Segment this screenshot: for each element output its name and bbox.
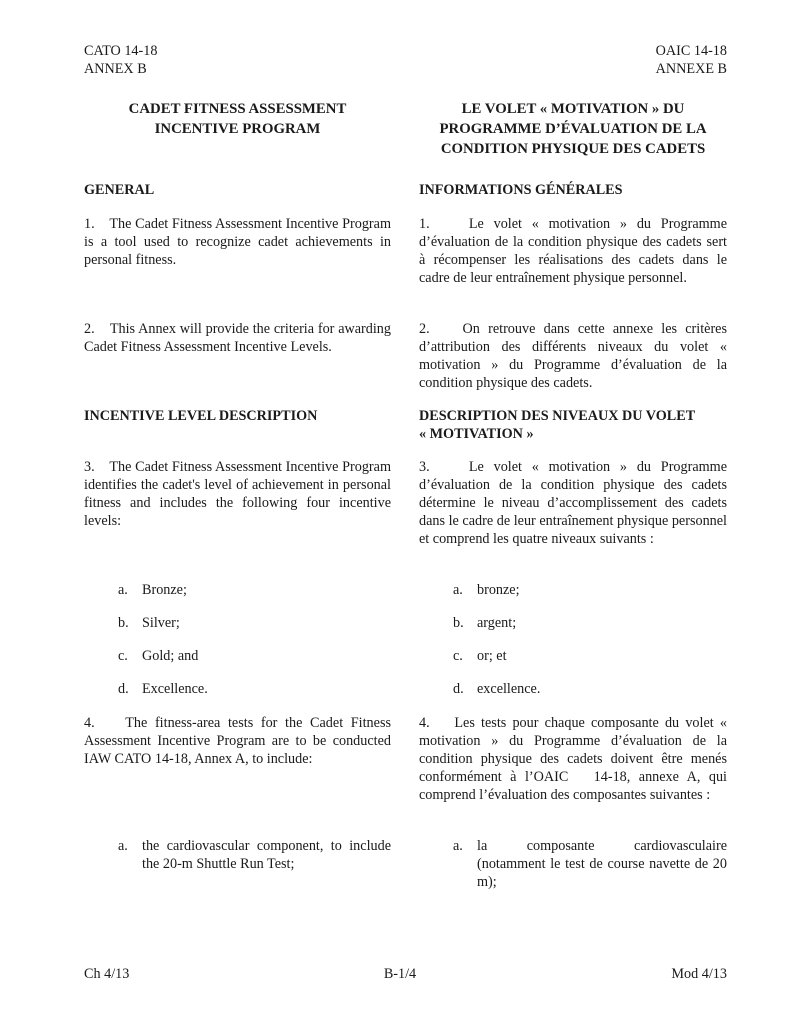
- section-heading-general: GENERAL: [84, 182, 155, 198]
- paragraph-2-fr: 2. On retrouve dans cette annexe les critères d’attribution des différents niveaux du volet « motivation » du Programme d’évaluation de la condition physique des cadets.: [419, 321, 727, 391]
- list-item-4a: a. the cardiovascular component, to include the 20-m Shuttle Run Test;: [118, 838, 391, 872]
- list-item: d. Excellence.: [118, 681, 208, 697]
- section-heading-general-fr: INFORMATIONS GÉNÉRALES: [419, 182, 623, 198]
- page-title-en: CADET FITNESS ASSESSMENT INCENTIVE PROGRAM: [128, 101, 347, 137]
- paragraph-1: 1. The Cadet Fitness Assessment Incentive Program is a tool used to recognize cadet achievements in personal fitness.: [84, 216, 391, 268]
- footer-modification-number: Mod 4/13: [671, 966, 727, 982]
- header-document-number: CATO 14-18: [84, 43, 158, 59]
- list-item-fr: d. excellence.: [453, 681, 541, 697]
- list-item-fr: c. or; et: [453, 648, 507, 664]
- paragraph-4-fr: 4. Les tests pour chaque composante du volet « motivation » du Programme d’évaluation de la condition physique des cadets doivent être menés conformément à l’OAIC 14-18, annexe A, qui comprend l’évaluation des composantes suivantes :: [419, 715, 727, 803]
- list-item: b. Silver;: [118, 615, 180, 631]
- header-left: [84, 42, 391, 78]
- header-document-number-fr: OAIC 14-18: [655, 43, 727, 59]
- paragraph-3-fr: 3. Le volet « motivation » du Programme d’évaluation de la condition physique des cadets détermine le niveau d’accomplissement des cadets dans le cadre de leur entraînement physique personnel et comprend les quatre niveaux suivants :: [419, 459, 727, 547]
- list-item-4a-fr: a. la composante cardiovasculaire (notamment le test de course navette de 20 m);: [453, 838, 727, 890]
- list-item: a. Bronze;: [118, 582, 187, 598]
- paragraph-4: 4. The fitness-area tests for the Cadet Fitness Assessment Incentive Program are to be conducted IAW CATO 14-18, Annex A, to include:: [84, 715, 391, 767]
- list-item-fr: b. argent;: [453, 615, 517, 631]
- header-right: [419, 42, 727, 78]
- paragraph-3: 3. The Cadet Fitness Assessment Incentive Program identifies the cadet's level of achievement in personal fitness and includes the following four incentive levels:: [84, 459, 391, 529]
- page-number: B-1/4: [383, 966, 417, 982]
- list-item: c. Gold; and: [118, 648, 199, 664]
- list-item-fr: a. bronze;: [453, 582, 520, 598]
- header-annex: ANNEX B: [84, 61, 147, 77]
- section-heading-incentive-levels: INCENTIVE LEVEL DESCRIPTION: [84, 408, 318, 424]
- paragraph-1-fr: 1. Le volet « motivation » du Programme d’évaluation de la condition physique des cadets sert à récompenser les réalisations des cadets dans le cadre de leur entraînement physique personnel.: [419, 216, 727, 286]
- page-title-fr: LE VOLET « MOTIVATION » DU PROGRAMME D’ÉVALUATION DE LA CONDITION PHYSIQUE DES CADETS: [439, 101, 707, 157]
- paragraph-2: 2. This Annex will provide the criteria for awarding Cadet Fitness Assessment Incentive Levels.: [84, 321, 391, 355]
- footer-change-number: Ch 4/13: [84, 966, 130, 982]
- section-heading-incentive-levels-fr: DESCRIPTION DES NIVEAUX DU VOLET « MOTIVATION »: [419, 408, 696, 442]
- header-annex-fr: ANNEXE B: [655, 61, 727, 77]
